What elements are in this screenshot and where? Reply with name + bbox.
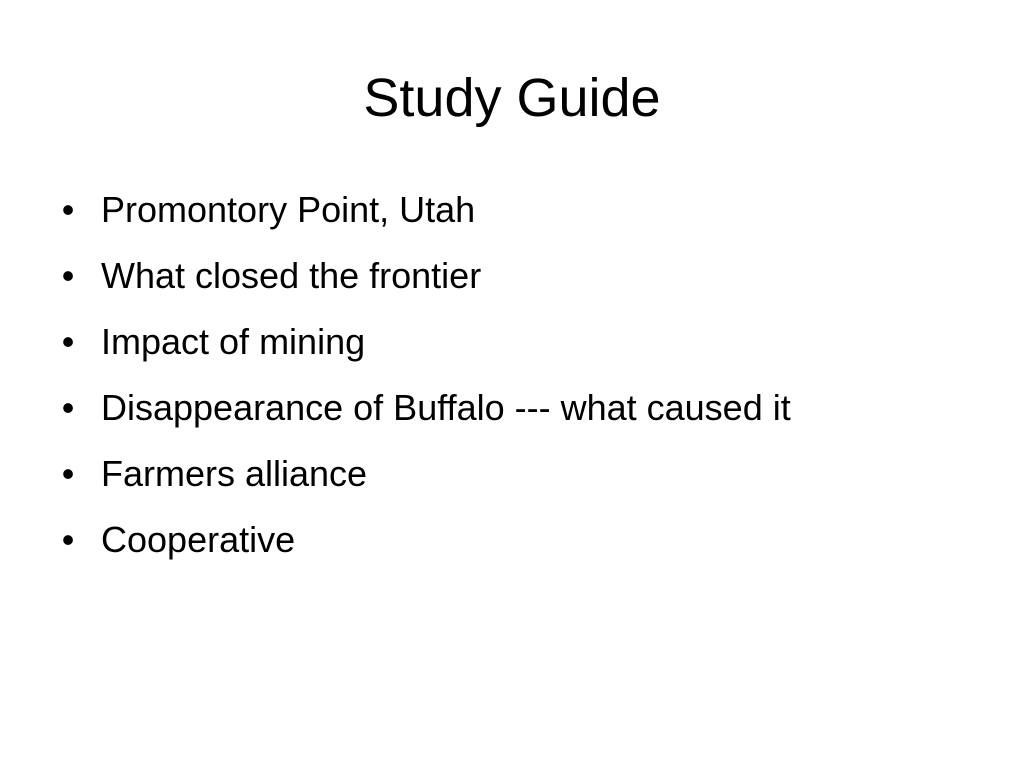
bullet-item-cooperative: [58, 516, 958, 564]
bullet-item-farmers-alliance: [58, 450, 958, 498]
bullet-text: Farmers alliance: [101, 453, 368, 494]
bullet-icon: •: [61, 453, 75, 494]
bullet-text: Impact of mining: [101, 321, 366, 362]
bullet-icon: •: [61, 255, 75, 296]
bullet-text: Cooperative: [101, 519, 296, 560]
bullet-item-buffalo: [58, 384, 958, 432]
bullet-list: [58, 186, 958, 582]
bullet-text: Disappearance of Buffalo --- what caused it: [101, 387, 791, 428]
bullet-icon: •: [61, 387, 75, 428]
bullet-icon: •: [61, 321, 75, 362]
bullet-item-frontier: [58, 252, 958, 300]
bullet-text: What closed the frontier: [101, 255, 482, 296]
slide-title: Study Guide: [363, 68, 661, 128]
bullet-icon: •: [61, 519, 75, 560]
bullet-text: Promontory Point, Utah: [101, 189, 476, 230]
bullet-item-promontory-point: [58, 186, 958, 234]
bullet-item-mining: [58, 318, 958, 366]
bullet-icon: •: [61, 189, 75, 230]
